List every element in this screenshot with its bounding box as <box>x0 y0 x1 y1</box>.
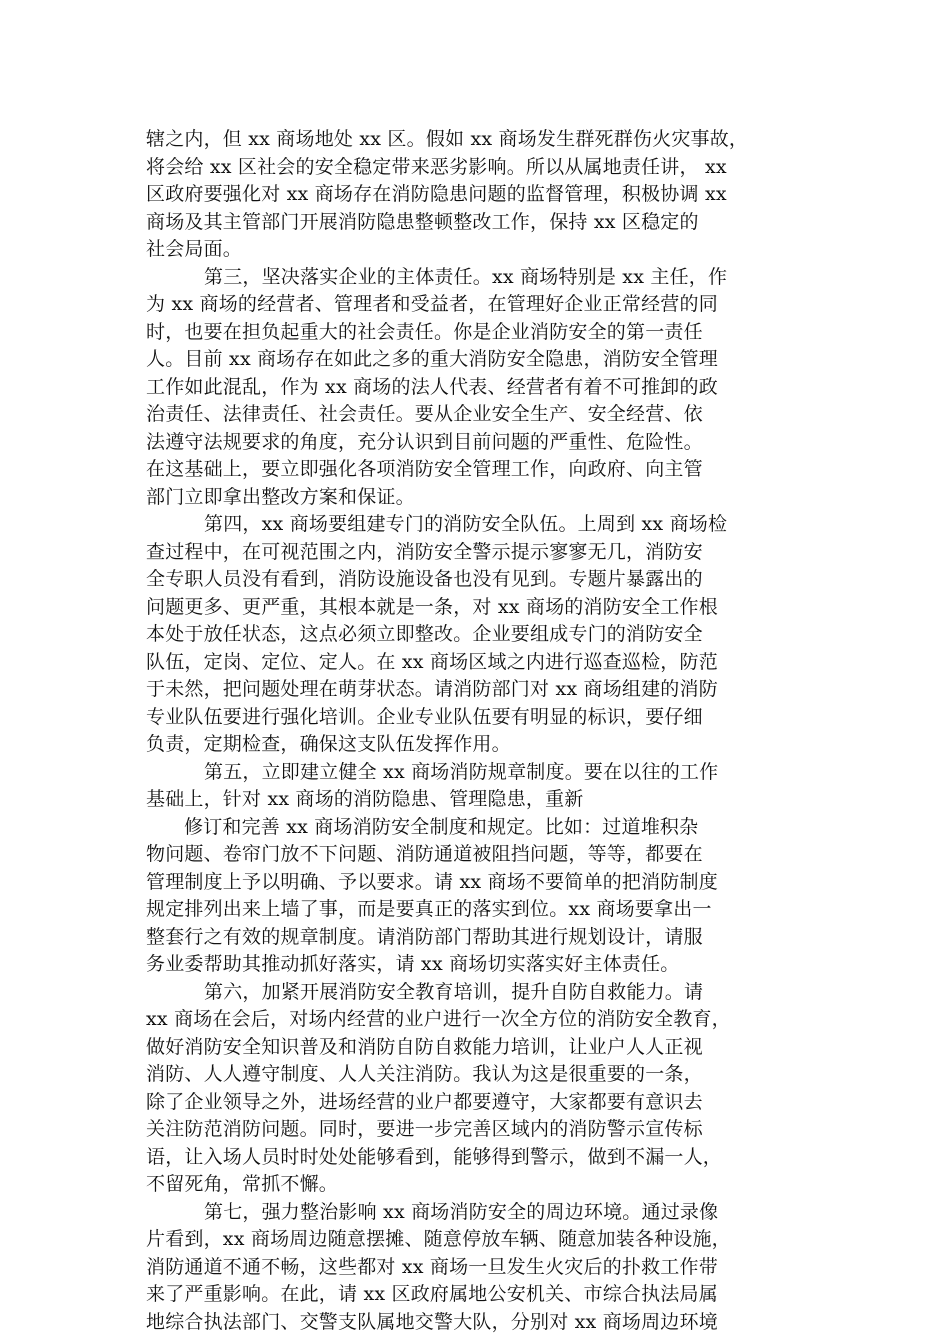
text-line: 整套行之有效的规章制度。请消防部门帮助其进行规划设计，请服 <box>146 925 703 948</box>
text-line: 管理制度上予以明确、予以要求。请 xx 商场不要简单的把消防制度 <box>146 870 718 893</box>
text-line: 本处于放任状态，这点必须立即整改。企业要组成专门的消防安全 <box>146 623 703 645</box>
text-line: 工作如此混乱，作为 xx 商场的法人代表、经营者有着不可推卸的政 <box>146 375 718 398</box>
text-line: 做好消防安全知识普及和消防自防自救能力培训，让业户人人正视 <box>146 1035 703 1058</box>
text-line: xx 商场在会后，对场内经营的业户进行一次全方位的消防安全教育， <box>146 1008 731 1030</box>
paragraph-start-line: 第七，强力整治影响 xx 商场消防安全的周边环境。通过录像 <box>204 1200 719 1223</box>
text-line: 消防、人人遵守制度、人人关注消防。我认为这是很重要的一条， <box>146 1063 703 1085</box>
text-line: 专业队伍要进行强化培训。企业专业队伍要有明显的标识，要仔细 <box>146 705 703 728</box>
text-line: 消防通道不通不畅，这些都对 xx 商场一旦发生火灾后的扑救工作带 <box>146 1255 718 1278</box>
text-line: 治责任、法律责任、社会责任。要从企业安全生产、安全经营、依 <box>146 403 703 425</box>
text-line: 全专职人员没有看到，消防设施设备也没有见到。专题片暴露出的 <box>146 568 703 590</box>
text-line: 部门立即拿出整改方案和保证。 <box>146 485 415 508</box>
text-line: 队伍，定岗、定位、定人。在 xx 商场区域之内进行巡查巡检，防范 <box>146 650 718 673</box>
text-line: 问题更多、更严重，其根本就是一条，对 xx 商场的消防安全工作根 <box>146 595 718 618</box>
text-line: 来了严重影响。在此，请 xx 区政府属地公安机关、市综合执法局属 <box>146 1283 718 1305</box>
text-line: 物问题、卷帘门放不下问题、消防通道被阻挡问题，等等，都要在 <box>146 843 703 865</box>
paragraph-start-line: 第五，立即建立健全 xx 商场消防规章制度。要在以往的工作 <box>204 760 719 783</box>
document-body <box>146 126 810 1336</box>
text-line: 查过程中，在可视范围之内，消防安全警示提示寥寥无几，消防安 <box>146 540 703 563</box>
text-line: 不留死角，常抓不懈。 <box>146 1173 339 1195</box>
paragraph-start-line: 第三，坚决落实企业的主体责任。xx 商场特别是 xx 主任，作 <box>204 265 728 288</box>
text-line: 商场及其主管部门开展消防隐患整顿整改工作，保持 xx 区稳定的 <box>146 210 699 233</box>
text-line: 法遵守法规要求的角度，充分认识到目前问题的严重性、危险性。 <box>146 430 703 453</box>
text-line: 于未然，把问题处理在萌芽状态。请消防部门对 xx 商场组建的消防 <box>146 678 718 700</box>
paragraph-start-line: 第六，加紧开展消防安全教育培训，提升自防自救能力。请 <box>204 980 704 1003</box>
text-line: 人。目前 xx 商场存在如此之多的重大消防安全隐患，消防安全管理 <box>146 348 718 370</box>
text-line: 关注防范消防问题。同时，要进一步完善区域内的消防警示宣传标 <box>146 1118 703 1140</box>
text-line: 除了企业领导之外，进场经营的业户都要遵守，大家都要有意识去 <box>146 1090 703 1113</box>
text-line: 为 xx 商场的经营者、管理者和受益者，在管理好企业正常经营的同 <box>146 293 718 315</box>
paragraph-start-line: 修订和完善 xx 商场消防安全制度和规定。比如：过道堆积杂 <box>184 815 699 838</box>
text-line: 将会给 xx 区社会的安全稳定带来恶劣影响。所以从属地责任讲， xx <box>146 155 727 178</box>
text-line: 片看到，xx 商场周边随意摆摊、随意停放车辆、随意加装各种设施， <box>146 1228 731 1250</box>
text-line: 社会局面。 <box>146 238 243 260</box>
text-line: 基础上，针对 xx 商场的消防隐患、管理隐患，重新 <box>146 788 584 810</box>
text-line: 区政府要强化对 xx 商场存在消防隐患问题的监督管理，积极协调 xx <box>146 183 727 205</box>
text-line: 地综合执法部门、交警支队属地交警大队，分别对 xx 商场周边环境 <box>146 1310 718 1333</box>
text-line: 规定排列出来上墙了事，而是要真正的落实到位。xx 商场要拿出一 <box>146 898 712 920</box>
text-line: 负责，定期检查，确保这支队伍发挥作用。 <box>146 733 511 755</box>
paragraph-start-line: 第四，xx 商场要组建专门的消防安全队伍。上周到 xx 商场检 <box>204 513 728 535</box>
text-line: 时，也要在担负起重大的社会责任。你是企业消防安全的第一责任 <box>146 320 703 343</box>
text-line: 语，让入场人员时时处处能够看到，能够得到警示，做到不漏一人， <box>146 1145 723 1168</box>
text-line: 辖之内，但 xx 商场地处 xx 区。假如 xx 商场发生群死群伤火灾事故， <box>146 128 749 150</box>
text-line: 在这基础上，要立即强化各项消防安全管理工作，向政府、向主管 <box>146 458 703 480</box>
text-line: 务业委帮助其推动抓好落实，请 xx 商场切实落实好主体责任。 <box>146 953 680 975</box>
